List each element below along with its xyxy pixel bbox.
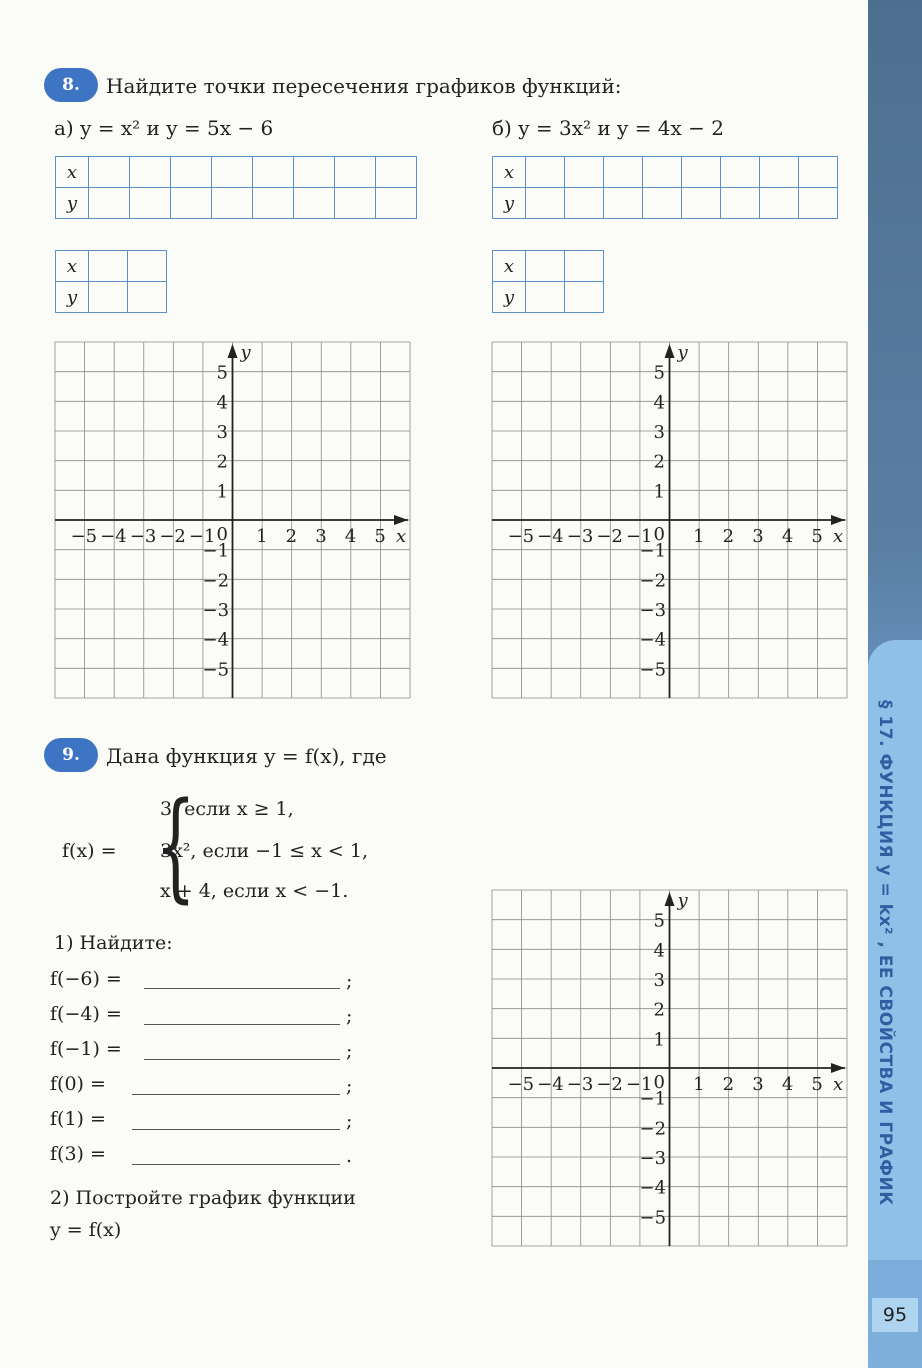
origin-label: 0 bbox=[653, 524, 665, 545]
task-9-title: Дана функция y = f(x), где bbox=[106, 744, 387, 768]
step-1-label: 1) Найдите: bbox=[54, 932, 173, 954]
row-x-label: x bbox=[56, 251, 89, 282]
table-cell[interactable] bbox=[128, 282, 167, 313]
table-cell[interactable] bbox=[89, 251, 128, 282]
x-tick-label: 5 bbox=[811, 526, 823, 547]
table-cell[interactable] bbox=[89, 188, 130, 219]
x-tick-label: −4 bbox=[537, 526, 564, 547]
piecewise-brace: { bbox=[154, 776, 197, 914]
x-tick-label: 4 bbox=[781, 1074, 794, 1095]
x-axis-arrow bbox=[394, 515, 408, 525]
eval-end-6: . bbox=[346, 1145, 353, 1167]
row-x-label: x bbox=[56, 157, 89, 188]
x-tick-label: −2 bbox=[159, 526, 186, 547]
eval-label-2: f(−4) = bbox=[50, 1003, 122, 1025]
table-cell[interactable] bbox=[643, 188, 682, 219]
y-tick-label: −3 bbox=[639, 1148, 667, 1169]
y-axis-label: y bbox=[240, 342, 251, 363]
table-cell[interactable] bbox=[294, 188, 335, 219]
case-1: 3, если x ≥ 1, bbox=[160, 798, 294, 820]
table-cell[interactable] bbox=[760, 157, 799, 188]
table-cell[interactable] bbox=[565, 251, 604, 282]
table-cell[interactable] bbox=[526, 157, 565, 188]
x-axis-arrow bbox=[831, 515, 845, 525]
y-tick-label: −2 bbox=[202, 570, 230, 592]
y-tick-label: −5 bbox=[639, 659, 667, 681]
y-tick-label: 5 bbox=[653, 910, 665, 932]
eval-label-6: f(3) = bbox=[50, 1143, 106, 1165]
x-tick-label: 2 bbox=[722, 526, 735, 547]
x-tick-label: 1 bbox=[256, 526, 268, 547]
y-axis-label: y bbox=[677, 890, 688, 911]
x-tick-label: −4 bbox=[537, 1074, 564, 1095]
table-cell[interactable] bbox=[799, 188, 838, 219]
table-cell[interactable] bbox=[604, 157, 643, 188]
y-tick-label: 3 bbox=[653, 970, 665, 991]
y-tick-label: −4 bbox=[639, 1177, 667, 1199]
table-cell[interactable] bbox=[376, 157, 417, 188]
table-cell[interactable] bbox=[721, 188, 760, 219]
y-tick-label: −3 bbox=[639, 600, 667, 621]
eval-label-3: f(−1) = bbox=[50, 1038, 122, 1060]
x-tick-label: −4 bbox=[100, 526, 127, 547]
row-y-label: y bbox=[56, 188, 89, 219]
case-3: x + 4, если x < −1. bbox=[160, 880, 349, 902]
x-tick-label: 4 bbox=[344, 526, 357, 547]
table-cell[interactable] bbox=[171, 157, 212, 188]
x-axis-label: x bbox=[833, 1074, 844, 1095]
x-tick-label: −1 bbox=[188, 526, 216, 547]
table-cell[interactable] bbox=[253, 157, 294, 188]
x-tick-label: 4 bbox=[781, 526, 794, 547]
table-cell[interactable] bbox=[253, 188, 294, 219]
x-tick-label: 2 bbox=[722, 1074, 735, 1095]
y-tick-label: 3 bbox=[653, 422, 665, 443]
x-axis-arrow bbox=[831, 1063, 845, 1073]
eval-end-2: ; bbox=[346, 1005, 353, 1027]
answer-line-5[interactable] bbox=[132, 1129, 340, 1130]
table-cell[interactable] bbox=[526, 188, 565, 219]
y-tick-label: 4 bbox=[216, 392, 228, 414]
table-cell[interactable] bbox=[130, 157, 171, 188]
y-tick-label: 2 bbox=[653, 451, 665, 473]
row-y-label: y bbox=[56, 282, 89, 313]
eval-end-4: ; bbox=[346, 1075, 353, 1097]
eval-label-5: f(1) = bbox=[50, 1108, 106, 1130]
y-tick-label: 1 bbox=[216, 481, 228, 503]
eval-label-4: f(0) = bbox=[50, 1073, 106, 1095]
row-y-label: y bbox=[493, 188, 526, 219]
x-tick-label: −5 bbox=[507, 526, 535, 547]
eval-end-1: ; bbox=[346, 970, 353, 992]
x-tick-label: 3 bbox=[752, 526, 764, 547]
task-8b-values-table bbox=[492, 156, 838, 219]
y-tick-label: −5 bbox=[639, 1207, 667, 1229]
task-8a-values-table bbox=[55, 156, 417, 219]
x-tick-label: −2 bbox=[596, 1074, 623, 1095]
step-2-function: y = f(x) bbox=[50, 1219, 122, 1241]
table-cell[interactable] bbox=[682, 157, 721, 188]
y-tick-label: 2 bbox=[653, 999, 665, 1021]
x-tick-label: 1 bbox=[693, 526, 705, 547]
x-tick-label: 1 bbox=[693, 1074, 705, 1095]
task-8-part-a: а) y = x² и y = 5x − 6 bbox=[54, 116, 274, 140]
x-tick-label: −5 bbox=[507, 1074, 535, 1095]
step-2-label: 2) Постройте график функции bbox=[50, 1187, 356, 1209]
table-cell[interactable] bbox=[89, 282, 128, 313]
table-cell[interactable] bbox=[682, 188, 721, 219]
table-cell[interactable] bbox=[760, 188, 799, 219]
table-cell[interactable] bbox=[376, 188, 417, 219]
x-tick-label: −1 bbox=[625, 526, 653, 547]
y-tick-label: −3 bbox=[202, 600, 230, 621]
table-cell[interactable] bbox=[335, 157, 376, 188]
task-8b-answer-table bbox=[492, 250, 604, 313]
task-8a-answer-table bbox=[55, 250, 167, 313]
x-axis-label: x bbox=[833, 526, 844, 547]
table-cell[interactable] bbox=[526, 251, 565, 282]
answer-line-4[interactable] bbox=[132, 1094, 340, 1095]
table-cell[interactable] bbox=[799, 157, 838, 188]
y-axis-label: y bbox=[677, 342, 688, 363]
task-9-badge: 9. bbox=[44, 738, 98, 772]
y-tick-label: −1 bbox=[639, 540, 667, 562]
x-tick-label: −1 bbox=[625, 1074, 653, 1095]
case-2: 3x², если −1 ≤ x < 1, bbox=[160, 840, 369, 862]
table-cell[interactable] bbox=[643, 157, 682, 188]
eval-label-1: f(−6) = bbox=[50, 968, 122, 990]
origin-label: 0 bbox=[216, 524, 228, 545]
y-tick-label: 4 bbox=[653, 392, 665, 414]
y-tick-label: 4 bbox=[653, 940, 665, 962]
table-cell[interactable] bbox=[335, 188, 376, 219]
x-tick-label: −3 bbox=[566, 526, 594, 547]
table-cell[interactable] bbox=[212, 157, 253, 188]
coordinate-grid-task-8a[interactable] bbox=[55, 342, 410, 698]
x-tick-label: −3 bbox=[566, 1074, 594, 1095]
x-tick-label: −5 bbox=[70, 526, 98, 547]
coordinate-grid-task-8b[interactable] bbox=[492, 342, 847, 698]
answer-line-2[interactable] bbox=[144, 1024, 340, 1025]
fx-label: f(x) = bbox=[62, 840, 117, 862]
x-axis-label: x bbox=[396, 526, 407, 547]
origin-label: 0 bbox=[653, 1072, 665, 1093]
answer-line-1[interactable] bbox=[144, 988, 340, 989]
y-tick-label: −1 bbox=[639, 1088, 667, 1110]
task-8-part-b: б) y = 3x² и y = 4x − 2 bbox=[492, 116, 725, 140]
page-number: 95 bbox=[872, 1298, 918, 1332]
table-cell[interactable] bbox=[565, 157, 604, 188]
answer-line-6[interactable] bbox=[132, 1164, 340, 1165]
x-tick-label: 3 bbox=[752, 1074, 764, 1095]
task-8-title: Найдите точки пересечения графиков функций: bbox=[106, 74, 622, 98]
table-cell[interactable] bbox=[128, 251, 167, 282]
y-tick-label: 1 bbox=[653, 481, 665, 503]
table-cell[interactable] bbox=[604, 188, 643, 219]
y-axis-arrow bbox=[665, 344, 675, 358]
y-axis-arrow bbox=[228, 344, 238, 358]
table-cell[interactable] bbox=[565, 282, 604, 313]
task-8-badge: 8. bbox=[44, 68, 98, 102]
y-tick-label: 5 bbox=[216, 362, 228, 384]
table-cell[interactable] bbox=[130, 188, 171, 219]
table-cell[interactable] bbox=[294, 157, 335, 188]
y-tick-label: 2 bbox=[216, 451, 228, 473]
table-cell[interactable] bbox=[212, 188, 253, 219]
y-tick-label: 1 bbox=[653, 1029, 665, 1051]
x-tick-label: 3 bbox=[315, 526, 327, 547]
row-x-label: x bbox=[493, 157, 526, 188]
y-tick-label: 5 bbox=[653, 362, 665, 384]
eval-end-3: ; bbox=[346, 1040, 353, 1062]
table-cell[interactable] bbox=[89, 157, 130, 188]
row-x-label: x bbox=[493, 251, 526, 282]
y-tick-label: −2 bbox=[639, 1118, 667, 1140]
table-cell[interactable] bbox=[565, 188, 604, 219]
y-tick-label: −4 bbox=[639, 629, 667, 651]
answer-line-3[interactable] bbox=[144, 1059, 340, 1060]
x-tick-label: 2 bbox=[285, 526, 298, 547]
coordinate-grid-task-9[interactable] bbox=[492, 890, 847, 1246]
table-cell[interactable] bbox=[526, 282, 565, 313]
table-cell[interactable] bbox=[171, 188, 212, 219]
y-axis-arrow bbox=[665, 892, 675, 906]
y-tick-label: −1 bbox=[202, 540, 230, 562]
row-y-label: y bbox=[493, 282, 526, 313]
y-tick-label: −4 bbox=[202, 629, 230, 651]
y-tick-label: −2 bbox=[639, 570, 667, 592]
y-tick-label: 3 bbox=[216, 422, 228, 443]
chapter-title: § 17. ФУНКЦИЯ y = kx² , ЕЕ СВОЙСТВА И ГРАФИК bbox=[875, 700, 895, 1206]
y-tick-label: −5 bbox=[202, 659, 230, 681]
x-tick-label: 5 bbox=[811, 1074, 823, 1095]
x-tick-label: −3 bbox=[129, 526, 157, 547]
x-tick-label: −2 bbox=[596, 526, 623, 547]
x-tick-label: 5 bbox=[374, 526, 386, 547]
eval-end-5: ; bbox=[346, 1110, 353, 1132]
table-cell[interactable] bbox=[721, 157, 760, 188]
